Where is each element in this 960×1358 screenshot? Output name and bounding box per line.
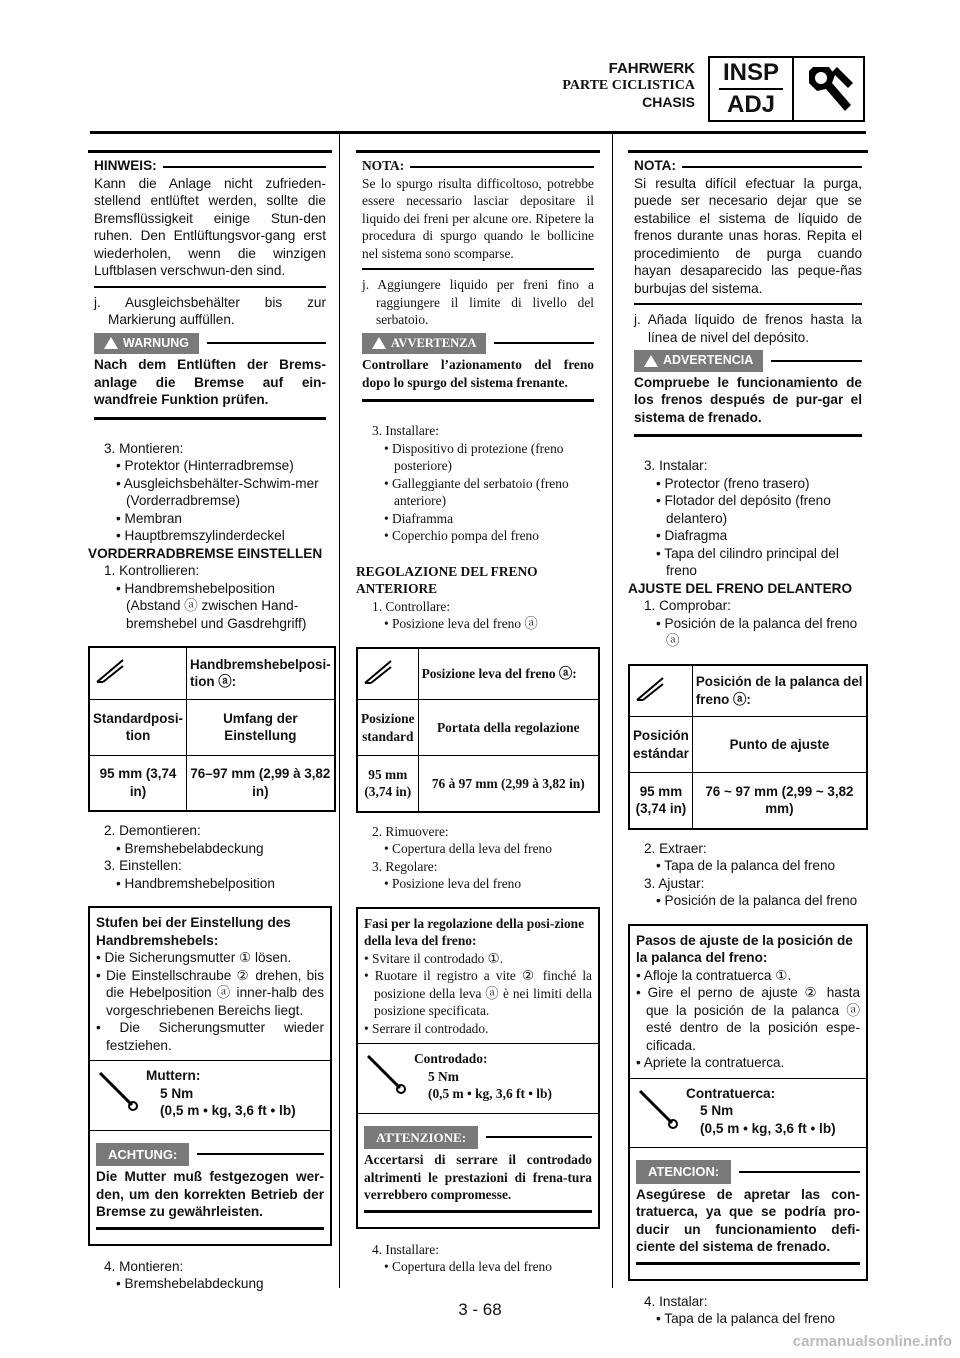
watermark: carmanualsonline.info bbox=[792, 1333, 952, 1350]
note-text: Se lo spurgo risulta difficoltoso, potrebbe essere necessario lasciar depositare il liquido dei freni per alcune ore. Ripetere la procedura di spurgo quando le bollicine nel sistema sono scomparse. bbox=[362, 175, 594, 261]
note-title: NOTA: bbox=[362, 158, 405, 173]
warning-icon bbox=[104, 337, 118, 349]
list-item: • Ausgleichsbehälter-Schwim-mer (Vorderradbremse) bbox=[116, 475, 319, 508]
torque-conversion: (0,5 m • kg, 3,6 ft • lb) bbox=[700, 1120, 836, 1136]
torque-conversion: (0,5 m • kg, 3,6 ft • lb) bbox=[160, 1103, 296, 1118]
list-item: • Apriete la contratuerca. bbox=[636, 1055, 785, 1070]
torque-conversion: (0,5 m • kg, 3,6 ft • lb) bbox=[428, 1086, 552, 1101]
column-divider bbox=[612, 133, 613, 1288]
measure-icon bbox=[89, 647, 187, 699]
torque-value: 5 Nm bbox=[428, 1068, 459, 1084]
note-text: Kann die Anlage nicht zufrieden-stellend entlüftet werden, sollte die Bremsflüssigkeit einige Stun-den ruhen. Den Entlüftungsvor-gang erst wiederholen, wenn die winzigen Luftblasen verschwun-den sind. bbox=[94, 175, 326, 278]
table-col2: Punto de ajuste bbox=[692, 717, 867, 773]
adjust-title: Stufen bei der Einstellung des Handbremshebels: bbox=[96, 915, 291, 948]
table-col1: Standardposi-tion bbox=[89, 699, 187, 755]
note-text: Si resulta difícil efectuar la purga, puede ser necesario dejar que se estabilice el sistema de líquido de frenos durante unas horas. Repita el procedimiento de purga cuando hayan desaparecido las peque-ñas burbujas del sistema. bbox=[634, 175, 862, 296]
step-j: j. Aggiungere liquido per freni fino a raggiungere il limite di livello del serbatoio. bbox=[362, 277, 594, 327]
list-item: • Die Sicherungsmutter ① lösen. bbox=[96, 950, 292, 965]
list-item: • Serrare il controdado. bbox=[364, 1020, 489, 1036]
caution-badge: ACHTUNG: bbox=[96, 1143, 189, 1167]
wrench-icon bbox=[794, 58, 863, 120]
step-2: 2. Demontieren: bbox=[104, 823, 201, 838]
table-col1: Posizione standard bbox=[357, 700, 418, 756]
caution-text: Asegúrese de apretar las con-tratuerca, ya que se podría pro-ducir un funcionamiento defi-ciente del sistema de frenado. bbox=[636, 1186, 860, 1254]
measure-icon bbox=[629, 665, 692, 717]
warning-text: Compruebe le funcionamiento de los frenos después de pur-gar el sistema de frenado. bbox=[634, 374, 862, 425]
step-3b: 3. Einstellen: bbox=[104, 858, 182, 873]
list-item: • Flotador del depósito (freno delantero) bbox=[656, 493, 831, 526]
header-rule bbox=[90, 131, 866, 134]
adjust-box bbox=[88, 906, 332, 1246]
list-item: • Die Sicherungsmutter wieder festziehen. bbox=[96, 1020, 324, 1053]
list-item: • Svitare il controdado ①. bbox=[364, 950, 504, 966]
insp-label: INSP bbox=[722, 59, 779, 86]
caution-badge: ATTENZIONE: bbox=[364, 1126, 478, 1150]
list-item: • Die Einstellschraube ② drehen, bis die Hebelposition ⓐ inner-halb des vorgeschriebenen Bereichs liegt. bbox=[96, 967, 324, 1018]
step-2: 2. Rimuovere: bbox=[372, 823, 449, 839]
list-item: • Diafragma bbox=[656, 528, 728, 543]
table-val2: 76 ~ 97 mm (2,99 ~ 3,82 mm) bbox=[692, 773, 867, 829]
caution-text: Die Mutter muß festgezogen wer-den, um den korrekten Betrieb der Bremse zu gewährleisten. bbox=[96, 1169, 324, 1219]
list-item: • Posizione leva del freno bbox=[384, 876, 522, 891]
list-item: • Hauptbremszylinderdeckel bbox=[116, 528, 285, 543]
torque-spec bbox=[358, 1043, 598, 1109]
list-item: • Diaframma bbox=[384, 510, 454, 526]
step-j: j. Añada líquido de frenos hasta la línea de nivel del depósito. bbox=[634, 312, 862, 345]
spec-table bbox=[88, 646, 336, 812]
list-item: • Tapa de la palanca del freno bbox=[656, 858, 836, 873]
step-4: 4. Instalar: bbox=[644, 1293, 708, 1309]
table-val2: 76–97 mm (2,99 à 3,82 in) bbox=[187, 755, 335, 811]
adjust-title: Fasi per la regolazione della posi-zione della leva del freno: bbox=[364, 915, 585, 948]
table-header: Posición de la palanca del freno ⓐ: bbox=[692, 665, 867, 717]
section-title: REGOLAZIONE DEL FRENO ANTERIORE bbox=[356, 563, 538, 596]
measure-icon bbox=[357, 648, 418, 700]
torque-spec bbox=[630, 1078, 866, 1144]
step-1: 1. Kontrollieren: bbox=[104, 563, 200, 578]
step-3b: 3. Ajustar: bbox=[644, 875, 705, 891]
warning-icon bbox=[644, 355, 658, 367]
list-item: • Handbremshebelposition bbox=[116, 875, 275, 891]
note-box bbox=[88, 150, 332, 432]
note-box bbox=[628, 150, 868, 449]
table-val1: 95 mm (3,74 in) bbox=[629, 773, 692, 829]
torque-name: Contratuerca: bbox=[686, 1085, 776, 1101]
step-1: 1. Controllare: bbox=[372, 598, 451, 614]
list-item: • Copertura della leva del freno bbox=[384, 841, 552, 856]
table-header: Posizione leva del freno ⓐ: bbox=[418, 648, 599, 700]
warning-badge: WARNUNG bbox=[94, 333, 199, 355]
list-item: • Tapa de la palanca del freno bbox=[656, 1311, 836, 1326]
caution-text: Accertarsi di serrare il controdado altrimenti le prestazioni di frena-tura verrebbero compromesse. bbox=[364, 1152, 592, 1202]
list-item: • Bremshebelabdeckung bbox=[116, 1276, 264, 1291]
list-item: • Protector (freno trasero) bbox=[656, 475, 810, 491]
adjust-title: Pasos de ajuste de la posición de la palanca del freno: bbox=[636, 932, 853, 965]
adj-label: ADJ bbox=[726, 91, 775, 118]
step-3: 3. Installare: bbox=[372, 423, 439, 438]
section-header bbox=[562, 60, 695, 111]
column-es bbox=[628, 150, 868, 1328]
step-1: 1. Comprobar: bbox=[644, 598, 731, 613]
list-item: • Tapa del cilindro principal del freno bbox=[656, 545, 839, 578]
torque-name: Muttern: bbox=[146, 1068, 201, 1083]
list-item: • Dispositivo di protezione (freno posteriore) bbox=[384, 440, 564, 473]
torque-name: Controdado: bbox=[414, 1051, 488, 1066]
header-line-it: PARTE CICLISTICA bbox=[562, 78, 695, 93]
list-item: • Posizione leva del freno ⓐ bbox=[384, 616, 538, 631]
section-title: VORDERRADBREMSE EINSTELLEN bbox=[88, 545, 323, 561]
torque-spec bbox=[90, 1060, 330, 1126]
table-header: Handbremshebelposi-tion ⓐ: bbox=[187, 647, 335, 699]
list-item: • Bremshebelabdeckung bbox=[116, 840, 264, 856]
torque-value: 5 Nm bbox=[700, 1103, 734, 1118]
note-box bbox=[356, 150, 600, 414]
page-number: 3 - 68 bbox=[458, 1300, 502, 1319]
table-col2: Portata della regolazione bbox=[418, 700, 599, 756]
list-item: • Handbremshebelposition (Abstand ⓐ zwischen Hand-bremshebel und Gasdrehgriff) bbox=[116, 580, 307, 631]
table-val2: 76 à 97 mm (2,99 à 3,82 in) bbox=[418, 756, 599, 812]
warning-badge: AVVERTENZA bbox=[362, 333, 486, 355]
spec-table bbox=[356, 647, 600, 813]
warning-text: Controllare l’azionamento del freno dopo lo spurgo del sistema frenante. bbox=[362, 357, 594, 390]
list-item: • Gire el perno de ajuste ② hasta que la posición de la palanca ⓐ esté dentro de la posición espe-cificada. bbox=[636, 985, 860, 1053]
table-val1: 95 mm (3,74 in) bbox=[89, 755, 187, 811]
section-title: AJUSTE DEL FRENO DELANTERO bbox=[628, 580, 853, 596]
spec-table bbox=[628, 664, 868, 830]
step-4: 4. Montieren: bbox=[104, 1258, 184, 1274]
list-item: • Coperchio pompa del freno bbox=[384, 528, 539, 543]
table-col2: Umfang der Einstellung bbox=[187, 699, 335, 755]
list-item: • Posición de la palanca del freno ⓐ bbox=[656, 615, 858, 648]
step-j: j. Ausgleichsbehälter bis zur Markierung auffüllen. bbox=[94, 294, 326, 327]
torque-wrench-icon bbox=[96, 1067, 146, 1120]
list-item: • Galleggiante del serbatoio (freno anteriore) bbox=[384, 475, 569, 508]
step-3: 3. Instalar: bbox=[644, 458, 708, 473]
column-it bbox=[356, 150, 600, 1276]
list-item: • Protektor (Hinterradbremse) bbox=[116, 458, 294, 473]
torque-wrench-icon bbox=[636, 1085, 686, 1138]
list-item: • Posición de la palanca del freno bbox=[656, 893, 858, 908]
column-de bbox=[88, 150, 332, 1293]
step-2: 2. Extraer: bbox=[644, 840, 707, 856]
step-3: 3. Montieren: bbox=[104, 440, 184, 456]
adjust-box bbox=[628, 924, 868, 1281]
adjust-box bbox=[356, 907, 600, 1229]
torque-wrench-icon bbox=[364, 1050, 414, 1103]
note-title: HINWEIS: bbox=[94, 158, 157, 173]
list-item: • Afloje la contratuerca ①. bbox=[636, 967, 792, 983]
torque-value: 5 Nm bbox=[160, 1085, 194, 1101]
caution-badge: ATENCION: bbox=[636, 1160, 731, 1184]
list-item: • Membran bbox=[116, 510, 182, 526]
note-title: NOTA: bbox=[634, 158, 677, 173]
header-line-de: FAHRWERK bbox=[608, 60, 695, 77]
warning-badge: ADVERTENCIA bbox=[634, 350, 763, 372]
header-line-es: CHASIS bbox=[642, 94, 695, 110]
table-val1: 95 mm (3,74 in) bbox=[357, 756, 418, 812]
list-item: • Ruotare il registro a vite ② finché la posizione della leva ⓐ è nei limiti della posizione specificata. bbox=[364, 968, 592, 1018]
column-divider bbox=[339, 133, 340, 1288]
table-col1: Posición estándar bbox=[629, 717, 692, 773]
step-3b: 3. Regolare: bbox=[372, 858, 438, 874]
warning-text: Nach dem Entlüften der Brems-anlage die Bremse auf ein-wandfreie Funktion prüfen. bbox=[94, 357, 326, 407]
insp-adj-badge bbox=[708, 56, 865, 122]
step-4: 4. Installare: bbox=[372, 1241, 439, 1257]
list-item: • Copertura della leva del freno bbox=[384, 1259, 552, 1274]
warning-icon bbox=[372, 337, 386, 349]
